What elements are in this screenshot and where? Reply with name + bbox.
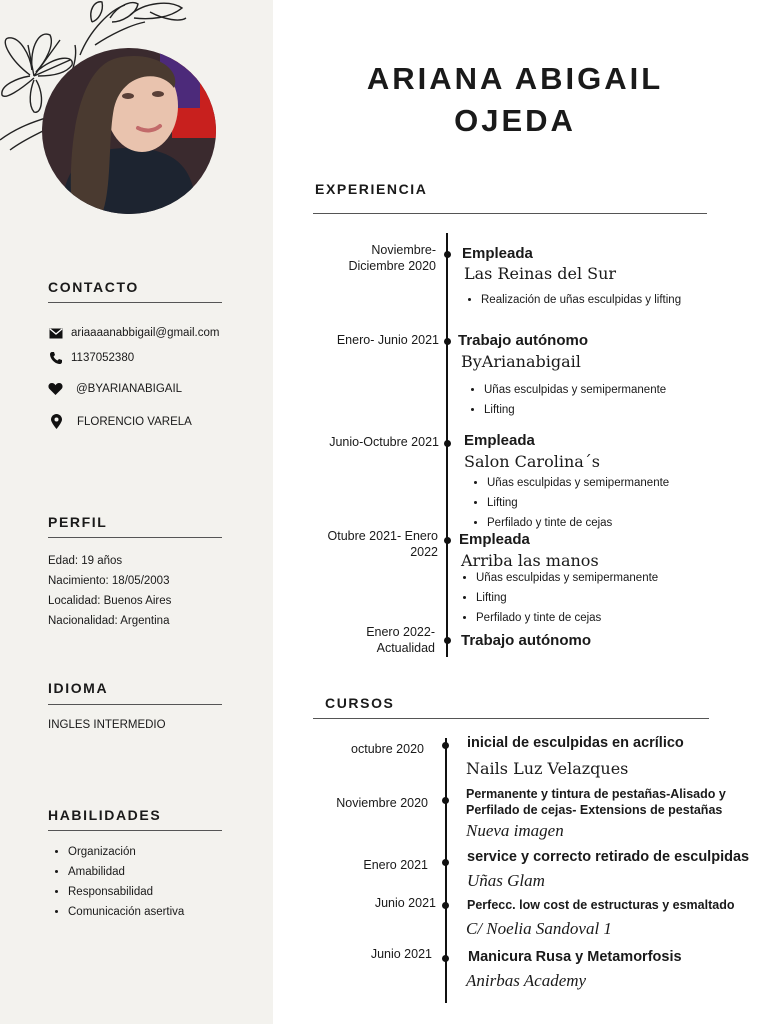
experience-title: EXPERIENCIA [315, 181, 428, 197]
course-date: Enero 2021 [363, 858, 428, 872]
timeline-dot [444, 637, 451, 644]
language-title: IDIOMA [48, 680, 109, 696]
profile-nationality: Nacionalidad: Argentina [48, 615, 170, 627]
profile-photo [42, 48, 216, 214]
course-place: Anirbas Academy [466, 971, 587, 990]
contact-social-row [48, 382, 182, 395]
course-place: Nails Luz Velazques [466, 759, 629, 778]
experience-bullets [466, 380, 666, 420]
course-date: Noviembre 2020 [336, 796, 428, 810]
timeline-dot [444, 537, 451, 544]
contact-title: CONTACTO [48, 279, 139, 295]
profile-list [48, 551, 171, 631]
timeline-dot [442, 797, 449, 804]
course-place: Nueva imagen [466, 821, 564, 840]
timeline-dot [442, 902, 449, 909]
heart-icon [48, 382, 63, 395]
divider [48, 704, 222, 705]
contact-phone: 1137052380 [71, 352, 135, 364]
name-line-1: ARIANA ABIGAIL [366, 61, 664, 96]
experience-bullets [463, 290, 696, 310]
skill-item: • Amabilidad [68, 862, 184, 882]
skills-title: HABILIDADES [48, 807, 162, 823]
profile-age: Edad: 19 años [48, 555, 123, 567]
contact-social: @BYARIANABIGAIL [76, 382, 183, 395]
experience-place: Salon Carolina´s [464, 452, 600, 471]
experience-role: Empleada [462, 245, 533, 262]
profile-title: PERFIL [48, 514, 108, 530]
contact-email[interactable]: ariaaaanabbigail@gmail.com [71, 327, 220, 339]
experience-date: Enero 2022- Actualidad [366, 625, 435, 655]
course-title: Perfecc. low cost de estructuras y esmaltado [467, 898, 735, 912]
email-icon [49, 328, 63, 339]
course-date: Junio 2021 [370, 947, 432, 961]
divider [48, 302, 222, 303]
divider [48, 830, 222, 831]
phone-icon [49, 351, 63, 365]
courses-title: CURSOS [325, 695, 395, 711]
experience-date: Junio-Octubre 2021 [329, 435, 439, 449]
experience-bullet: • Realización de uñas esculpidas y lifting [481, 290, 696, 310]
experience-place: ByArianabigail [461, 352, 581, 371]
location-pin-icon [51, 414, 62, 429]
experience-bullets [458, 568, 658, 628]
courses-timeline-line [445, 738, 447, 1003]
experience-place: Arriba las manos [461, 551, 599, 570]
course-title: service y correcto retirado de esculpidas [467, 849, 750, 865]
timeline-dot [444, 251, 451, 258]
contact-phone-row [49, 351, 134, 365]
contact-location: FLORENCIO VARELA [77, 415, 192, 428]
course-date: Junio 2021 [374, 896, 436, 910]
contact-location-row [51, 414, 192, 429]
experience-bullet: • Uñas esculpidas y semipermanente [476, 568, 658, 588]
experience-bullet: • Perfilado y tinte de cejas [476, 608, 658, 628]
experience-bullet: • Uñas esculpidas y semipermanente [487, 473, 669, 493]
experience-bullets [469, 473, 669, 533]
timeline-dot [442, 859, 449, 866]
language-value: INGLES INTERMEDIO [48, 719, 166, 731]
timeline-dot [442, 955, 449, 962]
name-line-2: OJEDA [454, 103, 576, 138]
page-title [300, 58, 730, 142]
course-date: octubre 2020 [351, 742, 424, 756]
timeline-dot [442, 742, 449, 749]
experience-bullet: • Lifting [484, 400, 666, 420]
experience-bullet: • Uñas esculpidas y semipermanente [484, 380, 666, 400]
experience-bullet: • Perfilado y tinte de cejas [487, 513, 669, 533]
experience-role: Empleada [459, 531, 530, 548]
skill-item: • Comunicación asertiva [68, 902, 184, 922]
profile-locality: Localidad: Buenos Aires [48, 595, 172, 607]
course-place: C/ Noelia Sandoval 1 [466, 919, 612, 938]
profile-birth: Nacimiento: 18/05/2003 [48, 575, 170, 587]
avatar [42, 48, 216, 214]
course-title: inicial de esculpidas en acrílico [467, 735, 684, 751]
course-place: Uñas Glam [467, 871, 545, 890]
divider [313, 213, 707, 214]
experience-role: Empleada [464, 432, 535, 449]
divider [313, 718, 709, 719]
experience-date: Noviembre- Diciembre 2020 [348, 243, 436, 273]
skill-item: • Responsabilidad [68, 882, 184, 902]
experience-bullet: • Lifting [487, 493, 669, 513]
experience-date: Enero- Junio 2021 [336, 333, 439, 347]
timeline-dot [444, 338, 451, 345]
experience-place: Las Reinas del Sur [464, 264, 617, 283]
timeline-dot [444, 440, 451, 447]
experience-bullet: • Lifting [476, 588, 658, 608]
experience-role: Trabajo autónomo [461, 632, 592, 649]
skill-item: • Organización [68, 842, 184, 862]
divider [48, 537, 222, 538]
course-title: Permanente y tintura de pestañas-Alisado y Perfilado de cejas- Extensions de pestañas [466, 787, 726, 817]
skills-list [50, 842, 184, 922]
experience-role: Trabajo autónomo [458, 332, 589, 349]
experience-date: Otubre 2021- Enero 2022 [327, 529, 438, 559]
course-title: Manicura Rusa y Metamorfosis [468, 949, 682, 965]
contact-email-row [49, 327, 219, 339]
